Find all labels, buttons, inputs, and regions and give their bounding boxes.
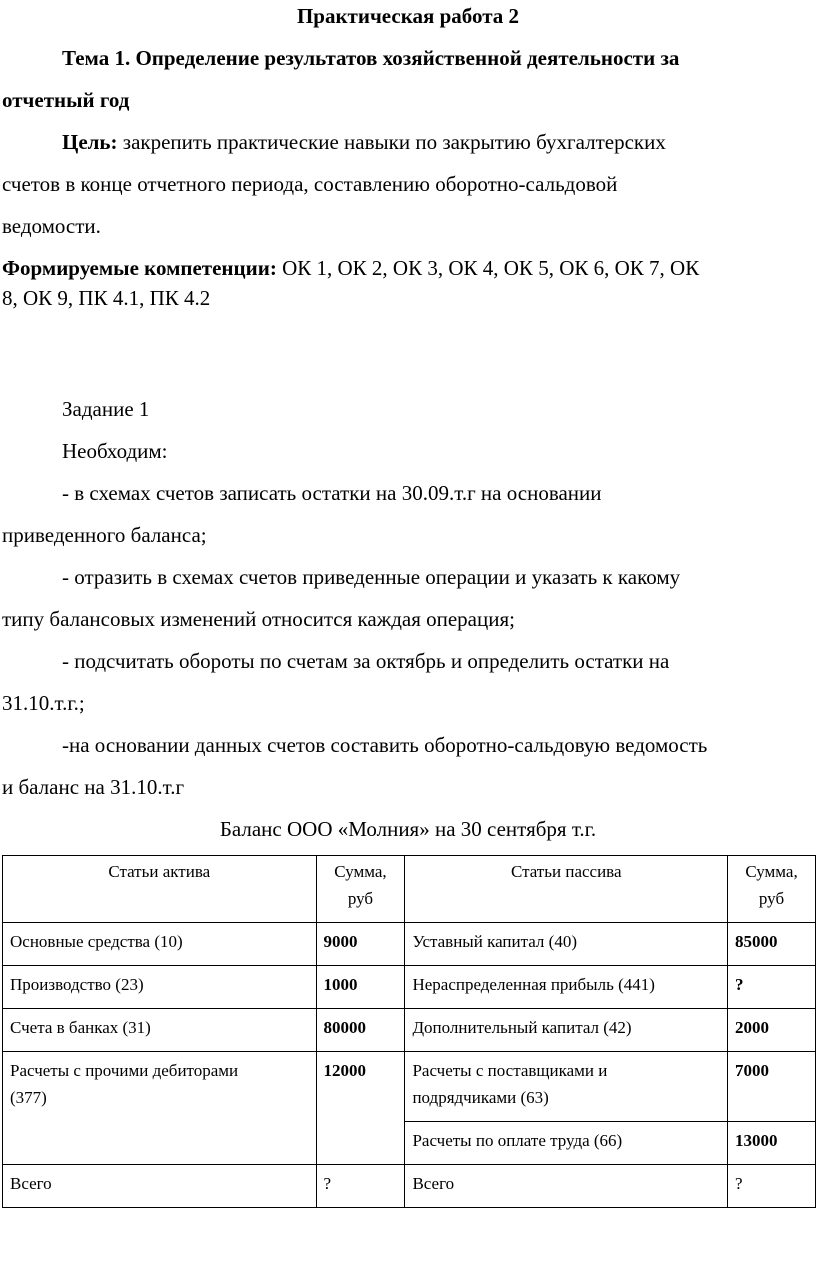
header-asset-sum-line-2: руб <box>347 889 374 908</box>
asset-cell-line-1: Расчеты с прочими дебиторами <box>10 1061 239 1080</box>
asset-sum-cell: 1000 <box>316 966 405 1009</box>
header-liability-sum <box>728 856 816 923</box>
total-liability-sum: ? <box>728 1165 816 1208</box>
task-item-2-line-2: типу балансовых изменений относится каждая операция; <box>2 607 515 631</box>
total-asset-sum: ? <box>316 1165 405 1208</box>
liability-sum-cell: ? <box>728 966 816 1009</box>
header-liability-sum-line-1: Сумма, <box>745 862 798 881</box>
liability-sum-cell: 13000 <box>728 1122 816 1165</box>
header-liability-sum-line-2: руб <box>758 889 785 908</box>
topic-line-1: Тема 1. Определение результатов хозяйственной деятельности за <box>62 46 680 70</box>
task-item-1-line-1: - в схемах счетов записать остатки на 30.09.т.г на основании <box>62 481 602 505</box>
liability-cell: Нераспределенная прибыль (441) <box>405 966 728 1009</box>
asset-sum-cell: 9000 <box>316 923 405 966</box>
goal-line-2: счетов в конце отчетного периода, составлению оборотно-сальдовой <box>2 172 618 196</box>
goal-text-1: закрепить практические навыки по закрытию бухгалтерских <box>117 130 666 154</box>
table-row <box>3 1052 816 1122</box>
task-item-4-line-2: и баланс на 31.10.т.г <box>2 775 185 799</box>
topic-line-2: отчетный год <box>2 88 130 112</box>
competencies-line-2: 8, ОК 9, ПК 4.1, ПК 4.2 <box>2 286 211 310</box>
table-total-row <box>3 1165 816 1208</box>
task-item-3-line-1: - подсчитать обороты по счетам за октябрь и определить остатки на <box>62 649 670 673</box>
asset-cell: Основные средства (10) <box>3 923 317 966</box>
total-asset-label: Всего <box>3 1165 317 1208</box>
task-item-4-line-1: -на основании данных счетов составить оборотно-сальдовую ведомость <box>62 733 708 757</box>
task-item-2-line-1: - отразить в схемах счетов приведенные операции и указать к какому <box>62 565 681 589</box>
asset-sum-cell: 80000 <box>316 1009 405 1052</box>
goal-line-3: ведомости. <box>2 214 101 238</box>
table-row <box>3 966 816 1009</box>
asset-cell: Счета в банках (31) <box>3 1009 317 1052</box>
liability-cell: Расчеты по оплате труда (66) <box>405 1122 728 1165</box>
total-liability-label: Всего <box>405 1165 728 1208</box>
asset-cell <box>3 1052 317 1165</box>
task-title: Задание 1 <box>62 397 150 421</box>
header-liability: Статьи пассива <box>405 856 728 923</box>
liability-cell-line-2: подрядчиками (63) <box>412 1088 549 1107</box>
liability-cell: Дополнительный капитал (42) <box>405 1009 728 1052</box>
liability-sum-cell: 7000 <box>728 1052 816 1122</box>
liability-sum-cell: 85000 <box>728 923 816 966</box>
balance-table <box>2 855 816 1208</box>
header-asset: Статьи актива <box>3 856 317 923</box>
table-row <box>3 923 816 966</box>
document-title: Практическая работа 2 <box>296 4 520 28</box>
goal-label: Цель: <box>62 130 118 154</box>
competencies-label: Формируемые компетенции: <box>2 256 277 280</box>
goal-line-1 <box>62 132 666 153</box>
task-intro: Необходим: <box>62 439 168 463</box>
table-row <box>3 1009 816 1052</box>
liability-cell-line-1: Расчеты с поставщиками и <box>412 1061 608 1080</box>
competencies-text-1: ОК 1, ОК 2, ОК 3, ОК 4, ОК 5, ОК 6, ОК 7, ОК <box>276 256 700 280</box>
task-item-3-line-2: 31.10.т.г.; <box>2 691 85 715</box>
asset-sum-cell: 12000 <box>316 1052 405 1165</box>
liability-cell <box>405 1052 728 1122</box>
header-asset-sum-line-1: Сумма, <box>334 862 387 881</box>
header-asset-sum <box>316 856 405 923</box>
asset-cell-line-2: (377) <box>10 1088 47 1107</box>
table-header-row <box>3 856 816 923</box>
task-item-1-line-2: приведенного баланса; <box>2 523 207 547</box>
liability-sum-cell: 2000 <box>728 1009 816 1052</box>
balance-caption: Баланс ООО «Молния» на 30 сентября т.г. <box>219 817 597 841</box>
liability-cell: Уставный капитал (40) <box>405 923 728 966</box>
competencies-line-1 <box>2 258 699 279</box>
asset-cell: Производство (23) <box>3 966 317 1009</box>
